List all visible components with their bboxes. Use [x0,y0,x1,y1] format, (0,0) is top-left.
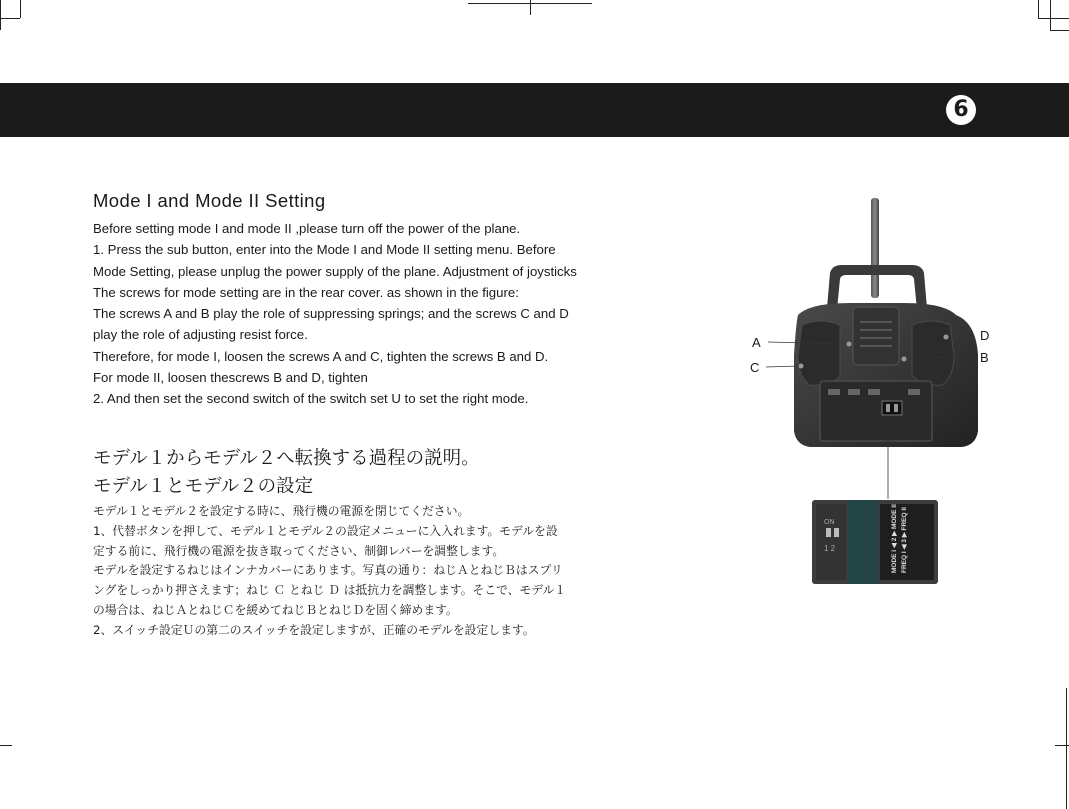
crop-mark-top-left-v2 [20,0,21,18]
crop-mark-top-right-h [1038,18,1069,19]
screw-b [902,357,907,362]
english-line: Before setting mode I and mode II ,please turn off the power of the plane. [93,221,521,236]
center-panel-ridge [860,329,892,331]
japanese-line: 1、代替ボタンを押して、モデル１とモデル２の設定メニューに入入れます。モデルを設 [93,523,558,538]
japanese-line: 定する前に、飛行機の電源を抜き取ってください、制御レバーを調整します。 [93,543,505,558]
page-number-badge: 6 [946,95,976,125]
battery-contact [908,389,920,395]
japanese-title-1: モデル１からモデル２へ転換する過程の説明。 [93,448,480,469]
dip-slider-2 [834,528,839,537]
english-line: 2. And then set the second switch of the switch set U to set the right mode. [93,391,529,407]
english-line: Therefore, for mode I, loosen the screws A and C, tighten the screws B and D. [93,348,549,364]
crop-mark-top-right-h2 [1050,30,1069,31]
japanese-section [93,445,733,641]
switch-mode-line-2: FREQ I ◀ 3 ▶ FREQ II [901,507,908,573]
battery-contact [868,389,880,395]
english-line: For mode II, loosen thescrews B and D, tighten [93,370,368,386]
japanese-title-2: モデル１とモデル２の設定 [93,476,314,497]
japanese-line: ングをしっかり押さえます；ねじ Ｃ とねじ Ｄ は抵抗力を調整します。そこで、モデル１ [93,583,567,598]
dip-slider-1 [826,528,831,537]
center-panel [853,307,899,365]
japanese-line: 2、スイッチ設定Ｕの第二のスイッチを設定しますが、正確のモデルを設定します。 [93,622,535,637]
english-line: The screws for mode setting are in the rear cover. as shown in the figure: [93,284,519,300]
left-grip [798,321,840,385]
center-panel-ridge [860,321,892,323]
screw-c [799,364,804,369]
japanese-line: モデル１とモデル２を設定する時に、飛行機の電源を閉じてください。 [93,504,470,518]
switch-mode-line-1: MODE I ◀ 2 ▶ MODE II [891,504,898,573]
transmitter-rear-illustration [740,195,1000,595]
crop-mark-top-right-v [1038,0,1039,18]
antenna [871,198,879,298]
header-band [0,83,1069,137]
center-panel-ridge [860,337,892,339]
crop-mark-top-center-v [530,0,531,15]
crop-mark-top-left-h [0,18,20,19]
label-b: B [980,350,989,365]
japanese-line: モデルを設定するねじはインナカバーにあります。写真の通り：ねじＡとねじＢはスプリ [93,563,563,578]
label-a: A [752,335,761,350]
crop-mark-top-left-v [0,0,1,30]
crop-mark-top-right-v2 [1050,0,1051,30]
transmitter-figure [740,195,1000,595]
battery-contact [848,389,860,395]
screw-d [944,335,949,340]
english-line: Mode Setting, please unplug the power supply of the plane. Adjustment of joysticks [93,263,577,279]
label-d: D [980,328,990,343]
japanese-line: の場合は、ねじＡとねじＣを緩めてねじＢとねじＤを固く締めます。 [93,602,458,617]
screw-a [847,342,852,347]
dip-switch-small [882,401,902,415]
crop-mark-right-v [1066,688,1067,809]
english-title: Mode I and Mode II Setting [93,190,326,211]
switch-grip-texture [848,500,878,584]
battery-contact [828,389,840,395]
english-line: 1. Press the sub button, enter into the Mode I and Mode II setting menu. Before [93,242,556,258]
english-line: play the role of adjusting resist force. [93,327,308,343]
switch-on-label: ON [824,519,835,526]
english-section [93,190,713,410]
crop-mark-left-h [0,745,12,746]
label-c: C [750,360,760,375]
english-line: The screws A and B play the role of suppressing springs; and the screws C and D [93,306,569,322]
center-panel-ridge [860,345,892,347]
switch-numbers: 1 2 [824,544,836,553]
right-grip [912,321,954,385]
